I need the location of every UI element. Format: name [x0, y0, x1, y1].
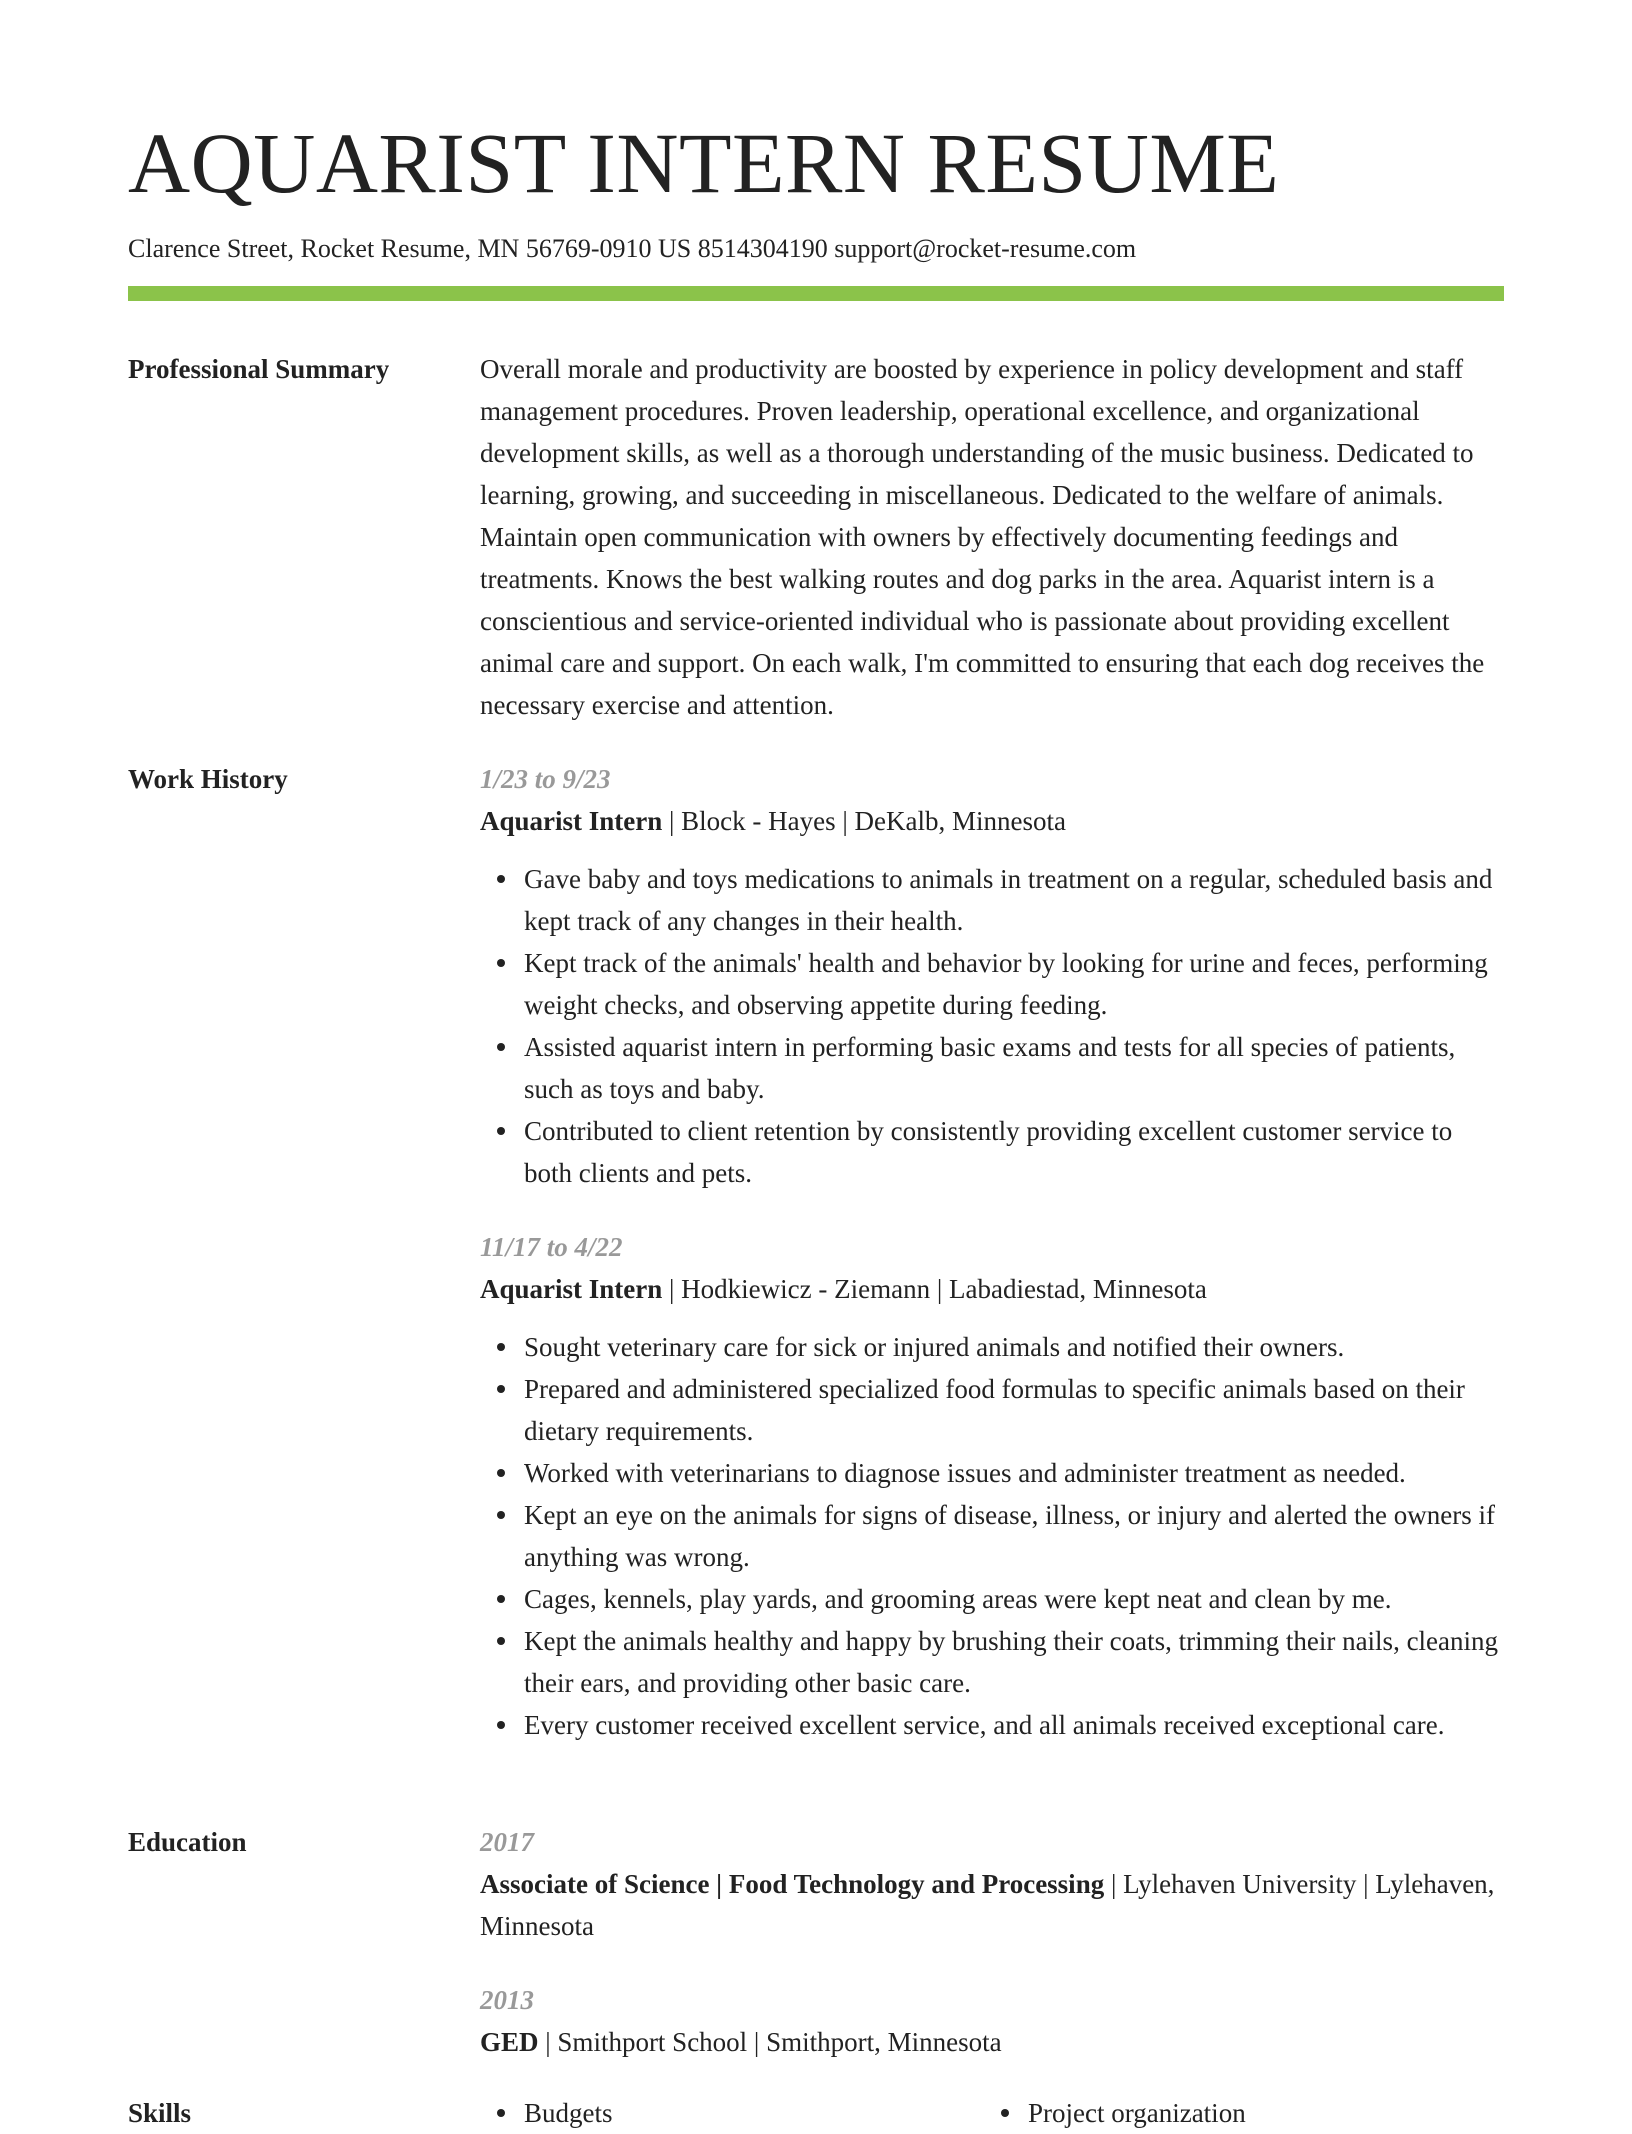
section-label-work-history: Work History — [128, 764, 288, 794]
job-bullet: Prepared and administered specialized food formulas to specific animals based on their dietary requirements. — [524, 1368, 1504, 1452]
job-entry — [480, 758, 1504, 1194]
job-bullet-list — [480, 1326, 1504, 1746]
skill-item: Budgets — [524, 2092, 613, 2134]
work-history-body — [480, 758, 1504, 1746]
job-title-line — [480, 1268, 1504, 1310]
section-label-summary: Professional Summary — [128, 354, 390, 384]
education-body — [480, 1821, 1504, 2063]
skills-column — [480, 2092, 613, 2134]
job-bullet: Kept track of the animals' health and behavior by looking for urine and feces, performing weight checks, and observing appetite during feeding. — [524, 942, 1504, 1026]
resume-title: AQUARIST INTERN RESUME — [128, 115, 1280, 211]
job-bullet: Kept the animals healthy and happy by brushing their coats, trimming their nails, cleaning their ears, and providing other basic care. — [524, 1620, 1504, 1704]
summary-text: Overall morale and productivity are boosted by experience in policy development and staff management procedures. Proven leadership, operational excellence, and organizational development skills, as well as a thorough understanding of the music business. Dedicated to learning, growing, and succeeding in miscellaneous. Dedicated to the welfare of animals. Maintain open communication with owners by effectively documenting feedings and treatments. Knows the best walking routes and dog parks in the area. Aquarist intern is a conscientious and service-oriented individual who is passionate about providing excellent animal care and support. On each walk, I'm committed to ensuring that each dog receives the necessary exercise and attention. — [480, 354, 1485, 720]
job-bullet: Cages, kennels, play yards, and grooming areas were kept neat and clean by me. — [524, 1578, 1504, 1620]
education-entry — [480, 1821, 1504, 1947]
skill-item: Project organization — [1028, 2092, 1246, 2134]
job-details: | Block - Hayes | DeKalb, Minnesota — [662, 806, 1066, 836]
job-bullet: Assisted aquarist intern in performing basic exams and tests for all species of patients, such as toys and baby. — [524, 1026, 1504, 1110]
skills-column — [984, 2092, 1246, 2134]
job-dates: 11/17 to 4/22 — [480, 1232, 623, 1262]
contact-line: Clarence Street, Rocket Resume, MN 56769-0910 US 8514304190 support@rocket-resume.com — [128, 234, 1137, 263]
summary-body — [480, 348, 1504, 726]
skills-list — [984, 2092, 1246, 2134]
job-bullet: Every customer received excellent service, and all animals received exceptional care. — [524, 1704, 1504, 1746]
job-bullet: Gave baby and toys medications to animals in treatment on a regular, scheduled basis and kept track of any changes in their health. — [524, 858, 1504, 942]
education-year: 2017 — [480, 1827, 534, 1857]
job-bullet-list — [480, 858, 1504, 1194]
section-label-skills: Skills — [128, 2098, 192, 2128]
job-title-line — [480, 800, 1504, 842]
skills-list — [480, 2092, 613, 2134]
job-bullet: Contributed to client retention by consistently providing excellent customer service to both clients and pets. — [524, 1110, 1504, 1194]
job-dates: 1/23 to 9/23 — [480, 764, 611, 794]
job-role: Aquarist Intern — [480, 806, 663, 836]
job-bullet: Sought veterinary care for sick or injured animals and notified their owners. — [524, 1326, 1504, 1368]
job-details: | Hodkiewicz - Ziemann | Labadiestad, Minnesota — [662, 1274, 1207, 1304]
education-degree: GED — [480, 2027, 539, 2057]
education-degree: Associate of Science | Food Technology and Processing — [480, 1869, 1105, 1899]
accent-divider — [128, 286, 1504, 301]
education-entry — [480, 1979, 1504, 2063]
job-entry — [480, 1226, 1504, 1746]
job-bullet: Worked with veterinarians to diagnose issues and administer treatment as needed. — [524, 1452, 1504, 1494]
education-year: 2013 — [480, 1985, 534, 2015]
education-line — [480, 1863, 1504, 1947]
job-bullet: Kept an eye on the animals for signs of disease, illness, or injury and alerted the owners if anything was wrong. — [524, 1494, 1504, 1578]
job-role: Aquarist Intern — [480, 1274, 663, 1304]
education-line — [480, 2021, 1504, 2063]
education-details: | Smithport School | Smithport, Minnesota — [538, 2027, 1002, 2057]
education-details: | Lylehaven University | Lylehaven, Minnesota — [480, 1869, 1495, 1941]
section-label-education: Education — [128, 1827, 247, 1857]
